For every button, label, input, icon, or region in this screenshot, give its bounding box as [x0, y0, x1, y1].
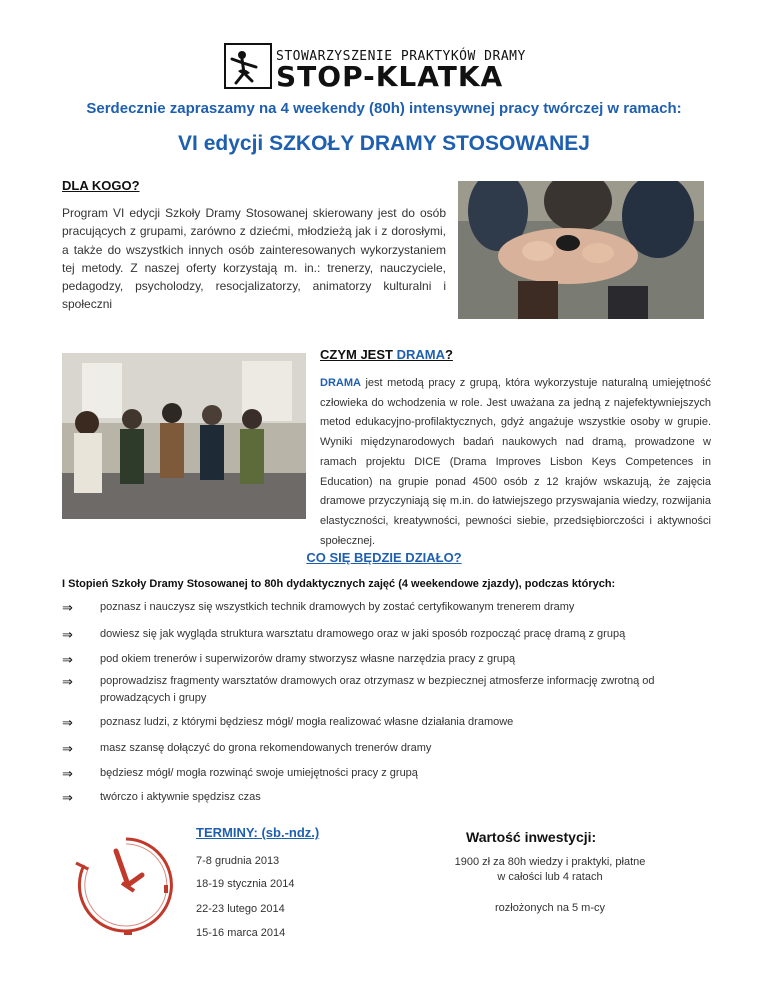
who-text: Program VI edycji Szkoły Dramy Stosowanej skierowany jest do osób pracujących z grupami, zarówno z dziećmi, młodzieżą jak i z dorosłymi, a także do wszystkich innych osób zainteresowanych wykorzystaniem tej metody. Z naszej oferty korzystają m. in.: trenerzy, nauczyciele, pedagodzy, psycholodzy, resocjalizatorzy, animatorzy kulturalni i społeczni: [62, 206, 446, 312]
what-heading-wrap: [0, 549, 768, 567]
clock-icon: [66, 825, 186, 945]
hands-photo: [458, 181, 704, 319]
drama-heading-word: DRAMA: [396, 347, 445, 362]
term-date: 7-8 grudnia 2013: [196, 855, 280, 867]
edition-title: VI edycji SZKOŁY DRAMY STOSOWANEJ: [178, 132, 590, 155]
term-date: 18-19 stycznia 2014: [196, 878, 295, 890]
arrow-icon: ⇒: [62, 600, 73, 615]
who-heading: DLA KOGO?: [62, 178, 140, 193]
arrow-icon: ⇒: [62, 674, 73, 689]
workshop-photo: [62, 353, 306, 519]
arrow-icon: ⇒: [62, 790, 73, 805]
what-intro: I Stopień Szkoły Dramy Stosowanej to 80h dydaktycznych zajęć (4 weekendowe zjazdy), podczas których:: [62, 578, 616, 590]
term-date: 22-23 lutego 2014: [196, 903, 285, 915]
arrow-icon: ⇒: [62, 715, 73, 730]
dancer-icon: [222, 39, 278, 95]
invite-line: Serdecznie zapraszamy na 4 weekendy (80h) intensywnej pracy twórczej w ramach:: [86, 100, 682, 117]
arrow-icon: ⇒: [62, 766, 73, 781]
drama-heading-pre: CZYM JEST: [320, 347, 397, 362]
arrow-icon: ⇒: [62, 627, 73, 642]
investment-line: 1900 zł za 80h wiedzy i praktyki, płatne: [454, 856, 646, 868]
term-date: 15-16 marca 2014: [196, 927, 286, 939]
drama-text-word: DRAMA: [320, 377, 361, 389]
logo-mark: [224, 43, 272, 89]
investment-line: w całości lub 4 ratach: [497, 871, 603, 883]
investment-heading: Wartość inwestycji:: [466, 829, 597, 845]
drama-text: [320, 374, 711, 551]
drama-heading: [320, 347, 453, 362]
drama-heading-post: ?: [444, 347, 453, 362]
what-heading: CO SIĘ BĘDZIE DZIAŁO?: [306, 550, 462, 565]
terms-heading: TERMINY: (sb.-ndz.): [196, 825, 320, 840]
logo-org-name: STOWARZYSZENIE PRAKTYKÓW DRAMY: [276, 49, 526, 64]
investment-line: rozłożonych na 5 m-cy: [494, 902, 606, 914]
arrow-icon: ⇒: [62, 652, 73, 667]
drama-text-body: jest metodą pracy z grupą, która wykorzystuje naturalną umiejętność człowieka do wchodzenia w role. Jest uważana za jedną z najefektywniejszych metod edukacyjno-profilaktycznych, gdyż angażuje wszystkie osoby w grupie. Wyniki międzynarodowych badań naukowych nad dramą, prowadzone w ramach projektu DICE (Drama Improves Lisbon Keys Competences in Education) na grupie ponad 4500 osób z 12 krajów wskazują, że zajęcia dramowe przyczyniają się m.in. do łatwiejszego przyswajania wiedzy, rozwijania elastyczności, kreatywności, pewności siebie, przedsiębiorczości i aktywności społecznej.: [320, 377, 711, 547]
logo-title: STOP-KLATKA: [276, 60, 504, 93]
arrow-icon: ⇒: [62, 741, 73, 756]
